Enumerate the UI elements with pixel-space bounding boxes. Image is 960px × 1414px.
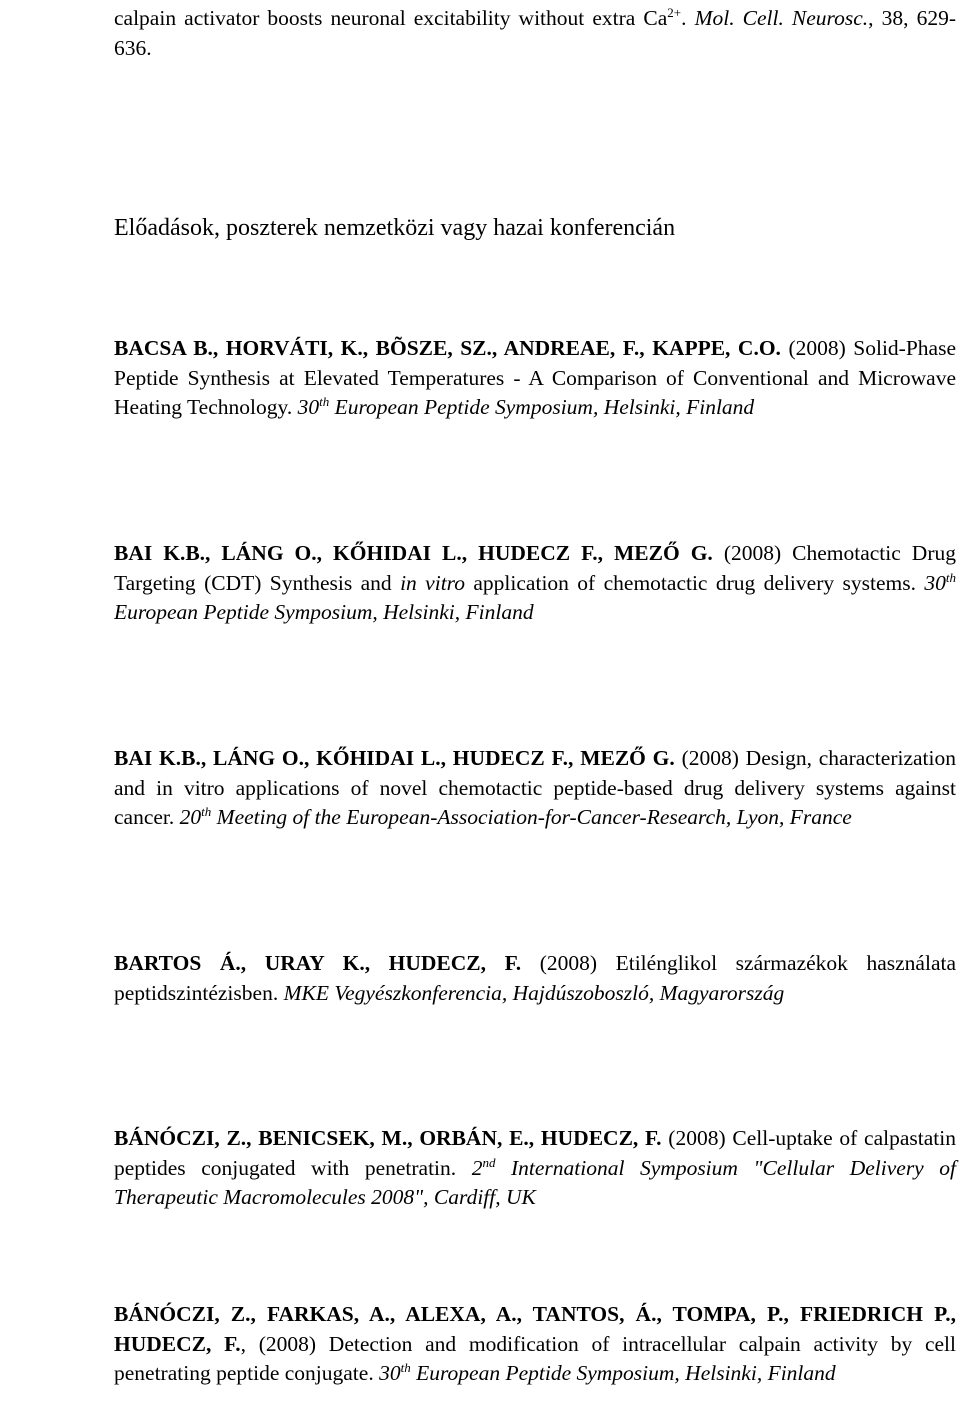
superscript: th xyxy=(201,804,212,819)
reference-text-italic: in vitro xyxy=(400,570,465,595)
journal-name: Mol. Cell. Neurosc. xyxy=(694,6,869,30)
venue: 30th European Peptide Symposium, Helsinki, Finland xyxy=(297,394,755,419)
superscript: th xyxy=(319,394,330,409)
superscript: th xyxy=(400,1360,411,1375)
reference-text: (2008) Design, characterization and in vitro applications of novel chemotactic peptide-based drug delivery systems against cancer. xyxy=(114,746,956,829)
reference-text: (2008) Chemotactic Drug Targeting (CDT) Synthesis and xyxy=(114,541,956,595)
authors: BARTOS Á., URAY K., HUDECZ, F. xyxy=(114,951,522,975)
reference-entry xyxy=(114,1300,956,1389)
authors: BÁNÓCZI, Z., BENICSEK, M., ORBÁN, E., HUDECZ, F. xyxy=(114,1126,662,1150)
reference-entry xyxy=(114,334,956,423)
venue: 30th European Peptide Symposium, Helsinki, Finland xyxy=(379,1360,836,1385)
reference-text: (2008) Etilénglikol származékok használata peptidszintézisben. xyxy=(114,951,957,1005)
continued-reference xyxy=(114,4,956,63)
reference-entry xyxy=(114,949,956,1008)
superscript: th xyxy=(945,569,956,585)
venue: 20th Meeting of the European-Association-for-Cancer-Research, Lyon, France xyxy=(179,804,852,829)
authors: BAI K.B., LÁNG O., KŐHIDAI L., HUDECZ F., MEZŐ G. xyxy=(114,746,675,770)
reference-text: calpain activator boosts neuronal excitability without extra Ca xyxy=(114,6,668,30)
reference-text: , (2008) Detection and modification of intracellular calpain activity by cell penetrating peptide conjugate. xyxy=(114,1331,956,1385)
reference-text: (2008) Solid-Phase Peptide Synthesis at Elevated Temperatures - A Comparison of Conventional and Microwave Heating Technology. xyxy=(114,336,956,419)
superscript: 2+ xyxy=(667,5,682,20)
reference-entry xyxy=(114,1124,956,1213)
section-heading: Előadások, poszterek nemzetközi vagy hazai konferencián xyxy=(114,215,676,241)
reference-text: , 38, 629-636. xyxy=(114,6,956,60)
reference-entry xyxy=(114,539,956,628)
superscript: nd xyxy=(482,1154,496,1170)
reference-text: application of chemotactic drug delivery systems. xyxy=(465,570,925,595)
authors: BÁNÓCZI, Z., FARKAS, A., ALEXA, A., TANTOS, Á., TOMPA, P., FRIEDRICH P., HUDECZ, F. xyxy=(114,1302,956,1356)
venue: 2nd International Symposium "Cellular Delivery of Therapeutic Macromolecules 2008", Cardiff, UK xyxy=(114,1154,956,1209)
authors: BACSA B., HORVÁTI, K., BÕSZE, SZ., ANDREAE, F., KAPPE, C.O. xyxy=(114,336,781,360)
reference-text: . xyxy=(681,6,687,30)
authors: BAI K.B., LÁNG O., KŐHIDAI L., HUDECZ F., MEZŐ G. xyxy=(114,541,713,565)
venue: MKE Vegyészkonferencia, Hajdúszoboszló, Magyarország xyxy=(283,980,785,1005)
reference-text: (2008) Cell-uptake of calpastatin peptides conjugated with penetratin. xyxy=(114,1126,956,1180)
reference-entry xyxy=(114,744,956,833)
venue: 30th European Peptide Symposium, Helsinki, Finland xyxy=(114,569,956,624)
